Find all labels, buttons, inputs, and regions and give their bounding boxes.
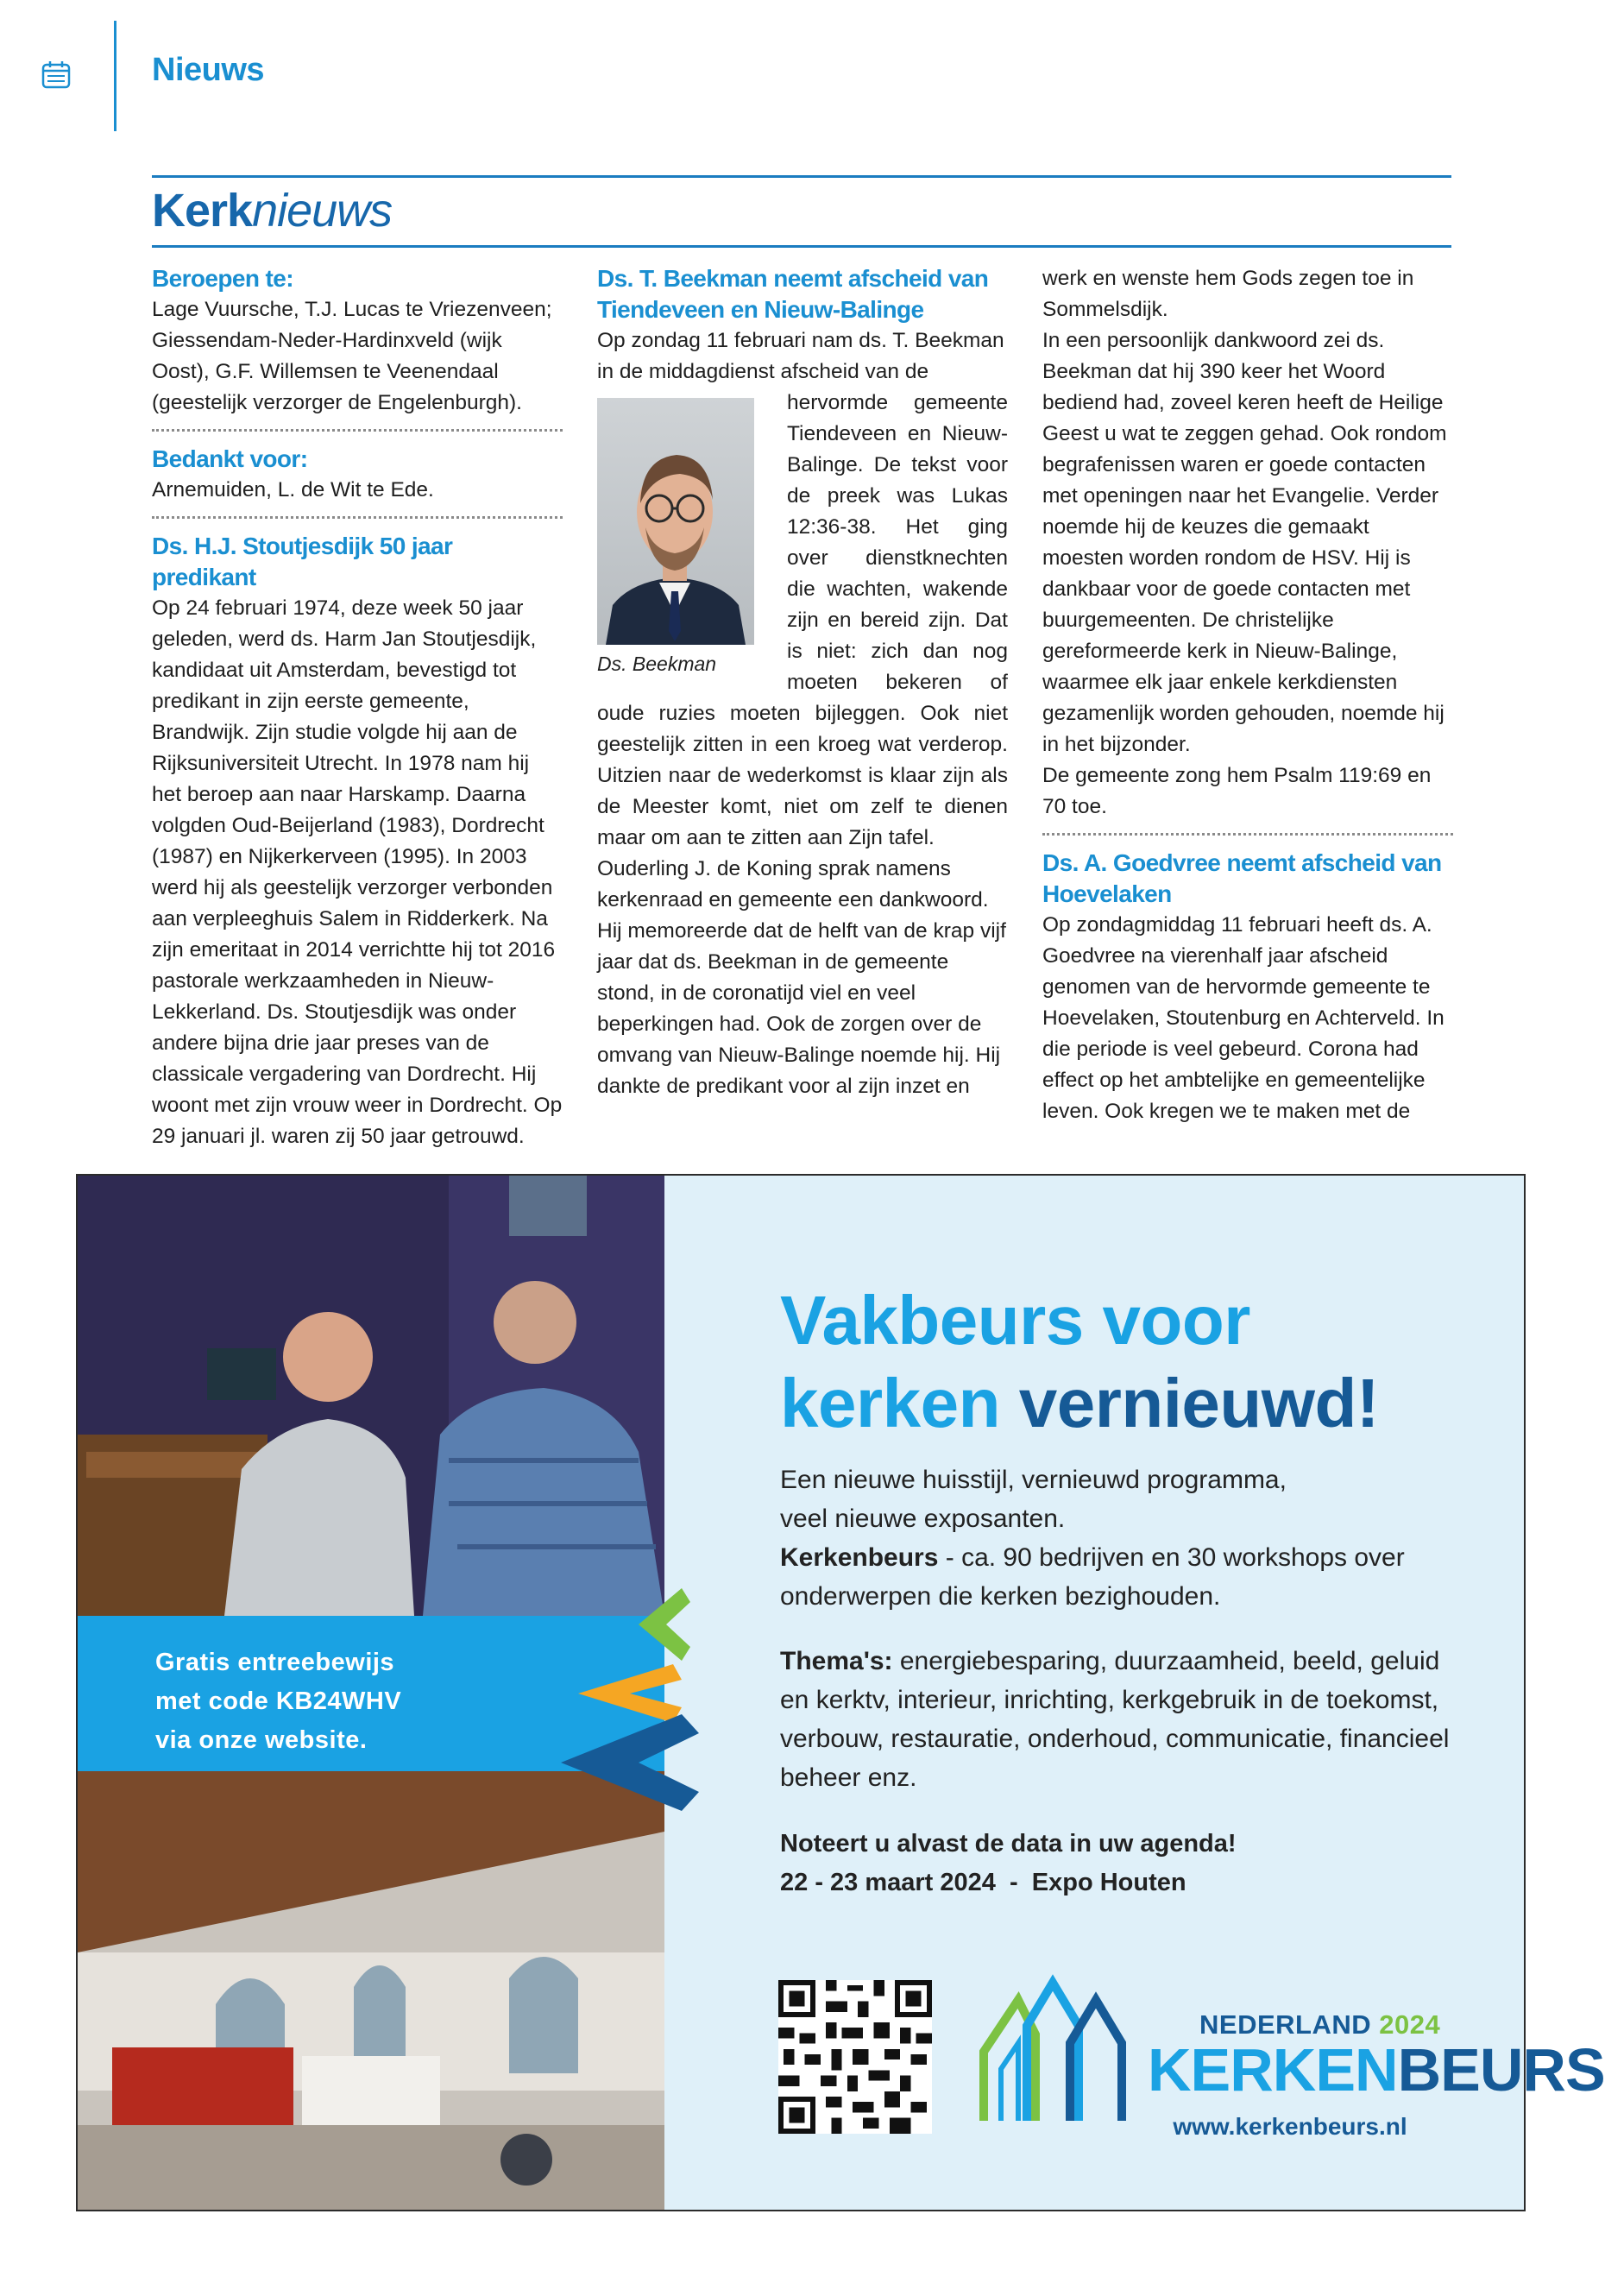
ad-intro — [780, 1460, 1453, 1616]
page-title — [152, 180, 392, 242]
page-title-bold: Kerk — [152, 185, 253, 237]
beroepen-text: Lage Vuursche, T.J. Lucas te Vriezenveen; Giessendam-Neder-Hardinxveld (wijk Oost), G.F. Willemsen te Veenendaal (geestelijk verzorger de Engelenburgh). — [152, 298, 552, 414]
brand-year: 2024 — [1379, 2009, 1441, 2040]
dotted-divider — [1042, 833, 1453, 836]
ad-date — [780, 1825, 1453, 1902]
photo-caption: Ds. Beekman — [597, 653, 717, 675]
ad-banner-text — [155, 1643, 401, 1760]
article-lead-beekman: Op zondag 11 februari nam ds. T. Beekman in de middagdienst afscheid van de — [597, 329, 1004, 383]
beroepen-heading: Beroepen te: — [152, 265, 293, 292]
intro-bold: Kerkenbeurs — [780, 1543, 939, 1572]
column-2 — [597, 263, 1008, 1102]
article-text-stoutjesdijk: Op 24 februari 1974, deze week 50 jaar geleden, werd ds. Harm Jan Stoutjesdijk, kandidaat uit Amsterdam, bevestigd tot predikant in zijn eerste gemeente, Brandwijk. Zijn studie volgde hij aan de Rijksuniversiteit Utrecht. In 1978 nam hij het beroep aan naar Harskamp. Daarna volgden Oud-Beijerland (1983), Dordrecht (1987) en Nijkerkerveen (1995). In 2003 werd hij als geestelijk verzorger verbonden aan verpleeghuis Salem in Ridderkerk. Na zijn emeritaat in 2014 verrichtte hij tot 2016 pastorale werkzaamheden in Nieuw-Lekkerland. Ds. Stoutjesdijk was onder andere bijna drie jaar preses van de classicale vergadering van Dordrecht. Hij woont met zijn vrouw weer in Dordrecht. Op 29 januari jl. waren zij 50 jaar getrouwd. — [152, 596, 563, 1148]
photo-block — [597, 398, 754, 679]
brand-name — [1148, 2036, 1605, 2104]
page-title-italic: nieuws — [252, 185, 393, 237]
qr-code-icon[interactable] — [778, 1980, 932, 2134]
ad-website-link[interactable]: www.kerkenbeurs.nl — [1173, 2113, 1407, 2140]
portrait-photo — [597, 398, 754, 645]
article-continued-text: werk en wenste hem Gods zegen toe in Sommelsdijk. — [1042, 267, 1414, 321]
themes-text: energiebesparing, duurzaamheid, beeld, geluid en kerktv, interieur, inrichting, kerkgebruik in de toekomst, verbouw, restauratie, onderhoud, communicatie, financieel beheer enz. — [780, 1647, 1450, 1792]
brand-country: NEDERLAND — [1199, 2009, 1380, 2040]
headline-line-1: Vakbeurs voor — [780, 1282, 1250, 1359]
ad-themes — [780, 1642, 1453, 1797]
article-heading-goedvree: Ds. A. Goedvree neemt afscheid van Hoevelaken — [1042, 849, 1442, 907]
column-3 — [1042, 263, 1453, 1127]
ad-headline — [780, 1279, 1379, 1445]
article-heading-stoutjesdijk: Ds. H.J. Stoutjesdijk 50 jaar predikant — [152, 533, 453, 590]
date-line-1: Noteert u alvast de data in uw agenda! — [780, 1830, 1237, 1858]
kerkenbeurs-advertisement[interactable] — [76, 1174, 1605, 2211]
intro-rest: - ca. 90 bedrijven en 30 workshops over onderwerpen die kerken bezighouden. — [780, 1543, 1405, 1611]
banner-line: Gratis entreebewijs — [155, 1649, 395, 1676]
dotted-divider — [152, 516, 563, 519]
banner-line: via onze website. — [155, 1726, 368, 1754]
themes-label: Thema's: — [780, 1647, 893, 1675]
bedankt-text: Arnemuiden, L. de Wit te Ede. — [152, 478, 434, 501]
date-line-2: 22 - 23 maart 2024 - Expo Houten — [780, 1869, 1186, 1896]
title-rule-bottom — [152, 245, 1451, 248]
title-rule-top — [152, 175, 1451, 178]
calendar-icon — [41, 60, 71, 90]
article-continued-text-2: In een persoonlijk dankwoord zei ds. Beekman dat hij 390 keer het Woord bediend had, zoveel keren heeft de Heilige Geest u wat te zeggen gehad. Ook rondom begrafenissen waren er goede contacten met openingen naar het Evangelie. Verder noemde hij de keuzes die gemaakt moesten worden rondom de HSV. Hij is dankbaar voor de goede contacten met buurgemeenten. De christelijke gereformeerde kerk in Nieuw-Balinge, waarmee elk jaar enkele kerkdiensten gezamenlijk worden gehouden, noemde hij in het bijzonder. — [1042, 329, 1447, 756]
headline-word-vernieuwd: vernieuwd! — [1018, 1365, 1380, 1441]
brand-part-2: BEURS — [1397, 2036, 1605, 2104]
header-divider — [114, 21, 116, 131]
article-text-beekman-2: Ouderling J. de Koning sprak namens kerkenraad en gemeente een dankwoord. Hij memoreerde dat de helft van de krap vijf jaar dat ds. Beekman in de gemeente stond, in de coronatijd viel en veel beperkingen had. Ook de zorgen over de omvang van Nieuw-Balinge noemde hij. Hij dankte de predikant voor al zijn inzet en — [597, 857, 1006, 1098]
brand-part-1: KERKEN — [1148, 2036, 1398, 2104]
section-label: Nieuws — [152, 52, 265, 88]
intro-line-2: veel nieuwe exposanten. — [780, 1504, 1066, 1533]
bedankt-heading: Bedankt voor: — [152, 445, 308, 472]
banner-line: met code KB24WHV — [155, 1687, 402, 1715]
article-continued-text-3: De gemeente zong hem Psalm 119:69 en 70 toe. — [1042, 764, 1432, 818]
intro-line-1: Een nieuwe huisstijl, vernieuwd programma, — [780, 1466, 1287, 1494]
brand-subline — [1199, 2010, 1440, 2040]
headline-word-kerken: kerken — [780, 1365, 1019, 1441]
article-text-goedvree: Op zondagmiddag 11 februari heeft ds. A. Goedvree na vierenhalf jaar afscheid genomen van de hervormde gemeente te Hoevelaken, Stoutenburg en Achterveld. In die periode is veel gebeurd. Corona had effect op het ambtelijke en gemeentelijke leven. Ook kregen we te maken met de — [1042, 913, 1444, 1123]
dotted-divider — [152, 429, 563, 432]
article-heading-beekman: Ds. T. Beekman neemt afscheid van Tiendeveen en Nieuw-Balinge — [597, 265, 989, 323]
column-1 — [152, 263, 563, 1152]
article-text-beekman: hervormde gemeente Tiendeveen en Nieuw-Balinge. De tekst voor de preek was Lukas 12:36-38. Het ging over dienstknechten die wachten, wakende zijn en bereid zijn. Dat is niet: zich dan nog moeten bekeren of oude ruzies moeten bijleggen. Ook niet geestelijk zitten in een kroeg wat verderop. Uitzien naar de wederkomst is klaar zijn als de Meester komt, niet om zelf te dienen maar om aan te zitten aan Zijn tafel. — [597, 391, 1008, 849]
headline-line-2 — [780, 1362, 1379, 1445]
